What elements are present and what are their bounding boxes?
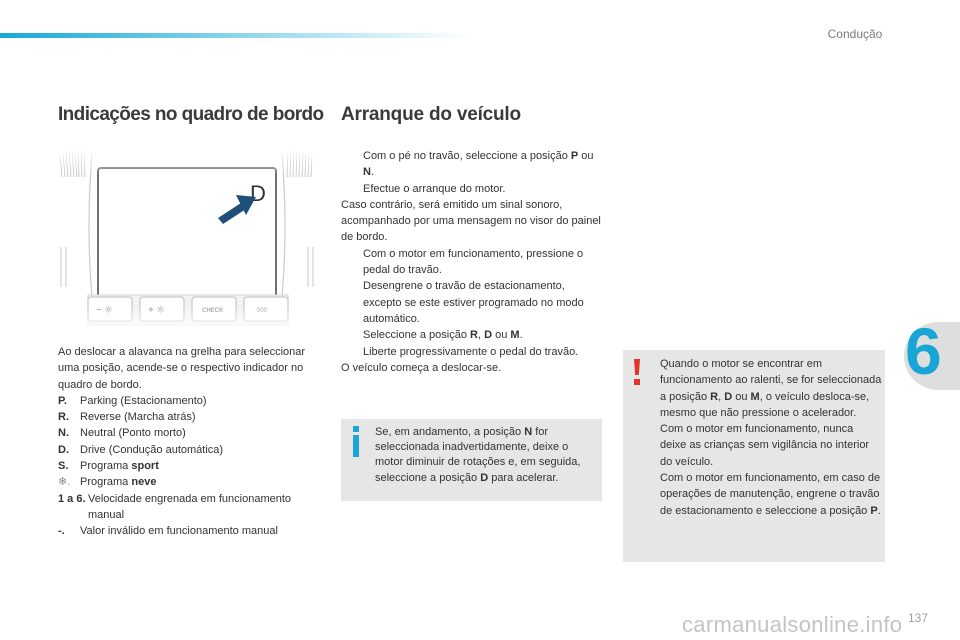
chapter-number: 6 <box>905 314 942 388</box>
list-item: N. Neutral (Ponto morto) <box>58 427 186 440</box>
warning-box <box>623 350 885 562</box>
bullet-icon <box>341 278 363 327</box>
page-number: 137 <box>908 611 929 625</box>
list-item: S. Programa sport <box>58 460 159 473</box>
paragraph: O veículo começa a deslocar-se. <box>341 361 502 374</box>
list-item: D. Drive (Condução automática) <box>58 443 224 456</box>
instrument-panel-figure <box>58 147 316 333</box>
gear-indicator-list <box>58 344 328 540</box>
snow-icon: ❄. <box>58 476 71 489</box>
intro-paragraph: Ao deslocar a alavanca na grelha para seleccionar uma posição, acende-se o respectivo indicador no quadro de bordo. <box>58 346 306 391</box>
warning-text <box>660 356 882 519</box>
info-box <box>341 419 602 501</box>
paragraph: Caso contrário, será emitido um sinal sonoro, acompanhado por uma mensagem no visor do painel de bordo. <box>341 198 601 244</box>
warning-paragraph: Com o motor em funcionamento, em caso de operações de manutenção, engrene o travão de estacionamento e seleccione a posição P. <box>660 472 881 517</box>
warning-icon <box>631 359 645 389</box>
list-item: Seleccione a posição R, D ou M. <box>341 327 603 343</box>
start-instructions <box>341 148 603 376</box>
warning-paragraph: Quando o motor se encontrar em funcionamento ao ralenti, se for seleccionada a posição R, D ou M, o veículo desloca-se, mesmo que não pressione o acelerador. <box>660 358 882 419</box>
list-item: ❄. Programa neve <box>58 474 328 490</box>
list-item: 1 a 6. Velocidade engrenada em funcionamento manual <box>58 492 292 521</box>
list-item: Com o motor em funcionamento, pressione o pedal do travão. <box>341 246 603 279</box>
bullet-icon <box>341 181 363 197</box>
chapter-name: Condução <box>827 27 883 41</box>
info-text: Se, em andamento, a posição N for seleccionada inadvertidamente, deixe o motor diminuir de rotações e, em seguida, seleccione a posição D para acelerar. <box>375 426 581 484</box>
list-item: P. Parking (Estacionamento) <box>58 394 207 407</box>
bullet-icon <box>341 246 363 279</box>
list-item: R. Reverse (Marcha atrás) <box>58 411 196 424</box>
header-accent-bar <box>0 33 470 38</box>
bullet-icon <box>341 344 363 360</box>
list-item: Com o pé no travão, seleccione a posição P ou N. <box>341 148 603 181</box>
list-item: -. Valor inválido em funcionamento manual <box>58 525 278 538</box>
section-title-indicators: Indicações no quadro de bordo <box>58 104 324 125</box>
warning-paragraph: Com o motor em funcionamento, nunca deixe as crianças sem vigilância no interior do veículo. <box>660 423 870 468</box>
watermark: carmanualsonline.info <box>682 612 903 637</box>
list-item: Liberte progressivamente o pedal do travão. <box>341 344 603 360</box>
bullet-icon <box>341 327 363 343</box>
bullet-icon <box>341 148 363 181</box>
section-title-start: Arranque do veículo <box>341 104 521 125</box>
list-item: Desengrene o travão de estacionamento, excepto se este estiver programado no modo automático. <box>341 278 603 327</box>
list-item: Efectue o arranque do motor. <box>341 181 603 197</box>
info-icon <box>351 426 363 466</box>
